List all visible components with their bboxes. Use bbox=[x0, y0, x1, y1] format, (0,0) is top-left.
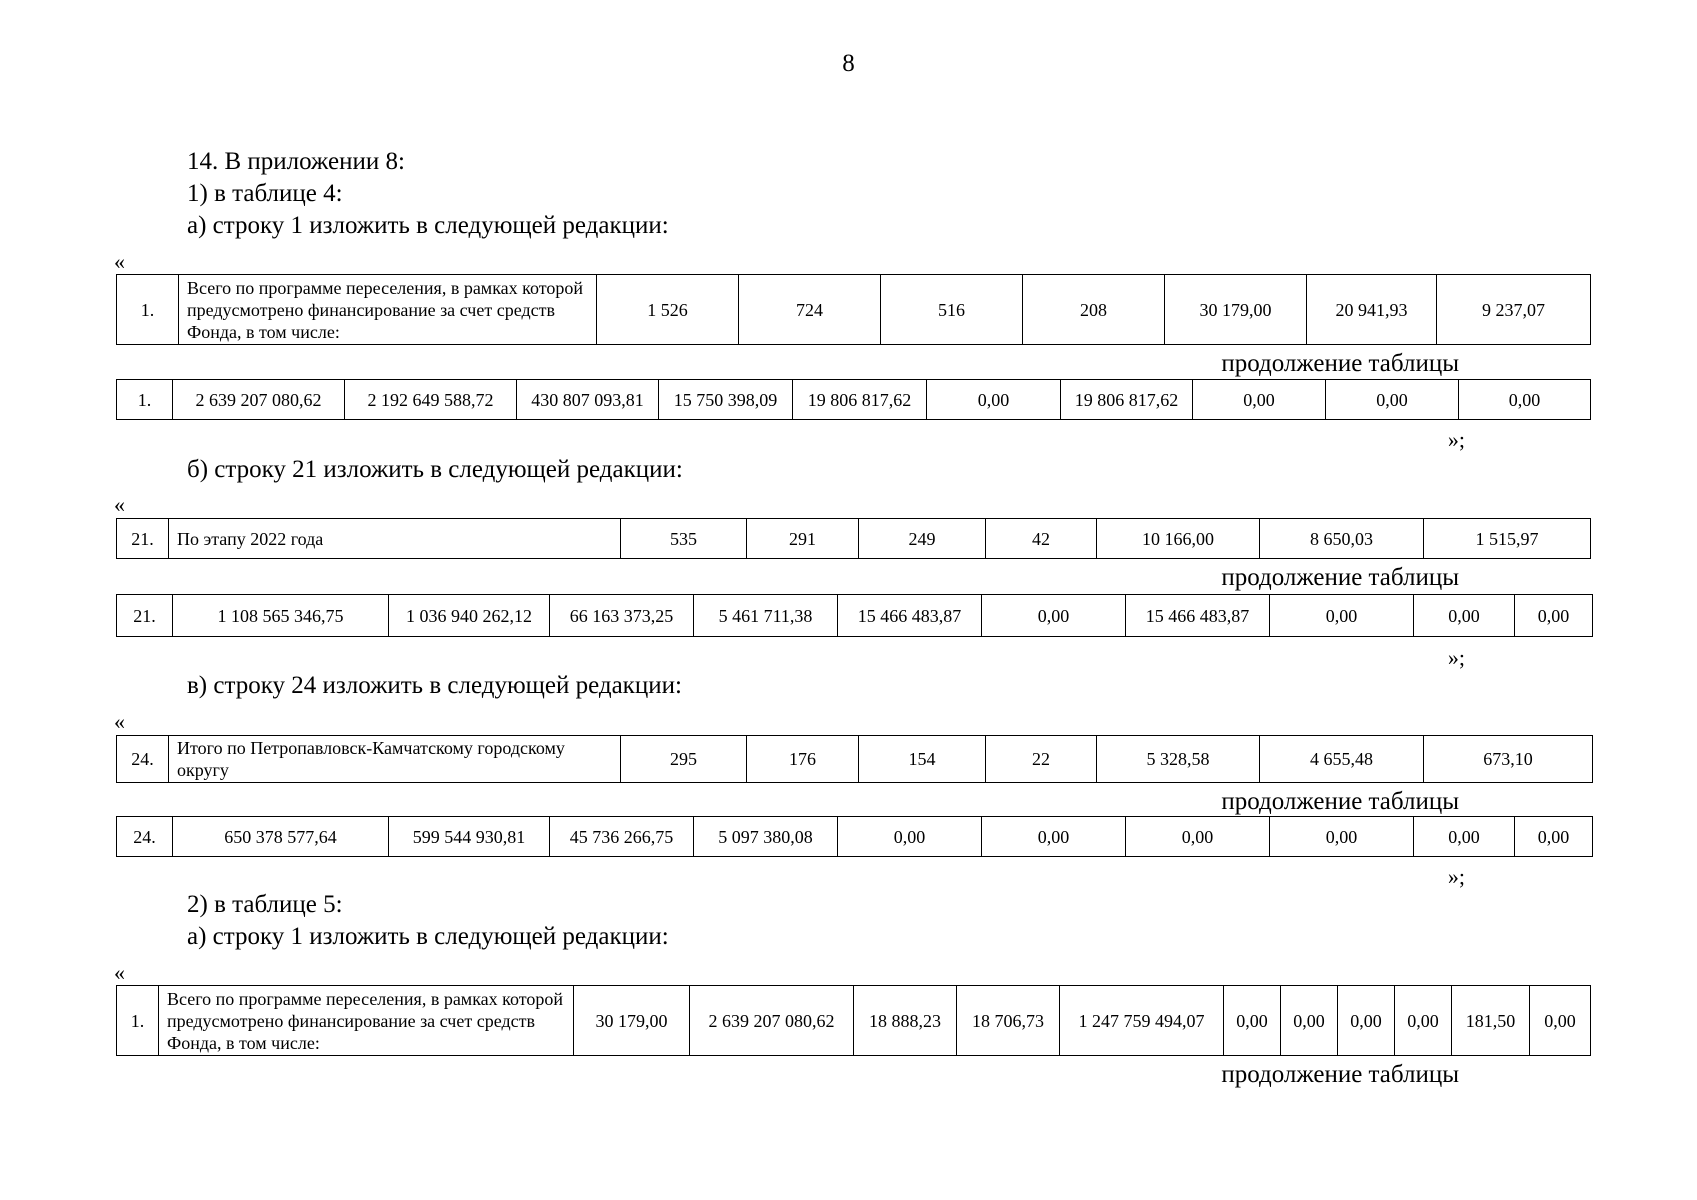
table-cell: 5 461 711,38 bbox=[694, 595, 838, 637]
table-cell: 15 750 398,09 bbox=[659, 380, 793, 420]
table-cell: 8 650,03 bbox=[1260, 519, 1424, 559]
row-title: По этапу 2022 года bbox=[169, 519, 621, 559]
table-cell: 0,00 bbox=[1281, 986, 1338, 1056]
table-cell: 724 bbox=[739, 275, 881, 345]
table-cell: 30 179,00 bbox=[574, 986, 690, 1056]
quote-open: « bbox=[114, 709, 125, 734]
table-row bbox=[117, 275, 1591, 345]
quote-open: « bbox=[114, 960, 125, 985]
table-cell: 0,00 bbox=[1338, 986, 1395, 1056]
table4-row21-part1 bbox=[116, 518, 1591, 559]
table-cell: 0,00 bbox=[927, 380, 1061, 420]
table-cell: 208 bbox=[1023, 275, 1165, 345]
table-cell: 673,10 bbox=[1424, 736, 1593, 783]
row-title: Итого по Петропавловск-Камчатскому городскому округу bbox=[169, 736, 621, 783]
table-cell: 0,00 bbox=[1414, 817, 1515, 857]
table-row bbox=[117, 817, 1593, 857]
table-cell: 154 bbox=[859, 736, 986, 783]
table-cell: 0,00 bbox=[1270, 595, 1414, 637]
table-cell: 181,50 bbox=[1452, 986, 1530, 1056]
table-cell: 291 bbox=[747, 519, 859, 559]
table-row bbox=[117, 595, 1593, 637]
row-number: 21. bbox=[117, 595, 173, 637]
table-cell: 0,00 bbox=[982, 817, 1126, 857]
table-row bbox=[117, 519, 1591, 559]
table-continuation-label: продолжение таблицы bbox=[1221, 350, 1459, 377]
quote-close: »; bbox=[1447, 427, 1465, 452]
table-cell: 516 bbox=[881, 275, 1023, 345]
row-title: Всего по программе переселения, в рамках которой предусмотрено финансирование за счет средств Фонда, в том числе: bbox=[159, 986, 574, 1056]
paragraph-14: 14. В приложении 8: bbox=[187, 148, 405, 175]
table-cell: 30 179,00 bbox=[1165, 275, 1307, 345]
heading-table-5: 2) в таблице 5: bbox=[187, 891, 343, 918]
table-cell: 10 166,00 bbox=[1097, 519, 1260, 559]
table-cell: 535 bbox=[621, 519, 747, 559]
table-cell: 1 036 940 262,12 bbox=[389, 595, 550, 637]
table-continuation-label: продолжение таблицы bbox=[1221, 564, 1459, 591]
page-number: 8 bbox=[842, 50, 855, 77]
table-cell: 18 888,23 bbox=[854, 986, 957, 1056]
table-cell: 1 108 565 346,75 bbox=[173, 595, 389, 637]
heading-table-4: 1) в таблице 4: bbox=[187, 180, 343, 207]
quote-open: « bbox=[114, 492, 125, 517]
table-cell: 0,00 bbox=[1515, 595, 1593, 637]
table-cell: 0,00 bbox=[1224, 986, 1281, 1056]
table-cell: 2 639 207 080,62 bbox=[690, 986, 854, 1056]
row-number: 24. bbox=[117, 817, 173, 857]
table-cell: 19 806 817,62 bbox=[1061, 380, 1193, 420]
table-continuation-label: продолжение таблицы bbox=[1221, 1061, 1459, 1088]
table4-row24-part1 bbox=[116, 735, 1593, 783]
table-cell: 176 bbox=[747, 736, 859, 783]
table-cell: 0,00 bbox=[1270, 817, 1414, 857]
table-cell: 19 806 817,62 bbox=[793, 380, 927, 420]
table-cell: 45 736 266,75 bbox=[550, 817, 694, 857]
row-number: 1. bbox=[117, 380, 173, 420]
table-row bbox=[117, 736, 1593, 783]
table-cell: 0,00 bbox=[1459, 380, 1591, 420]
table-cell: 5 097 380,08 bbox=[694, 817, 838, 857]
table-cell: 430 807 093,81 bbox=[517, 380, 659, 420]
table-cell: 18 706,73 bbox=[957, 986, 1060, 1056]
table-cell: 599 544 930,81 bbox=[389, 817, 550, 857]
heading-row-21: б) строку 21 изложить в следующей редакции: bbox=[187, 456, 683, 483]
table-row bbox=[117, 380, 1591, 420]
heading-table5-row-1: а) строку 1 изложить в следующей редакции: bbox=[187, 923, 669, 950]
table-cell: 249 bbox=[859, 519, 986, 559]
table-cell: 4 655,48 bbox=[1260, 736, 1424, 783]
row-number: 1. bbox=[117, 275, 179, 345]
table-cell: 5 328,58 bbox=[1097, 736, 1260, 783]
table-cell: 295 bbox=[621, 736, 747, 783]
table-cell: 20 941,93 bbox=[1307, 275, 1437, 345]
row-title: Всего по программе переселения, в рамках которой предусмотрено финансирование за счет средств Фонда, в том числе: bbox=[179, 275, 597, 345]
table-cell: 0,00 bbox=[838, 817, 982, 857]
quote-close: »; bbox=[1447, 645, 1465, 670]
quote-open: « bbox=[114, 249, 125, 274]
table4-row21-part2 bbox=[116, 594, 1593, 637]
row-number: 1. bbox=[117, 986, 159, 1056]
table4-row1-part2 bbox=[116, 379, 1591, 420]
table-cell: 0,00 bbox=[1126, 817, 1270, 857]
table4-row24-part2 bbox=[116, 816, 1593, 857]
table-cell: 1 247 759 494,07 bbox=[1060, 986, 1224, 1056]
table-cell: 2 639 207 080,62 bbox=[173, 380, 345, 420]
table-cell: 0,00 bbox=[1193, 380, 1326, 420]
table5-row1-part1 bbox=[116, 985, 1591, 1056]
table-cell: 0,00 bbox=[1414, 595, 1515, 637]
table-cell: 22 bbox=[986, 736, 1097, 783]
table4-row1-part1 bbox=[116, 274, 1591, 345]
table-cell: 1 526 bbox=[597, 275, 739, 345]
table-cell: 42 bbox=[986, 519, 1097, 559]
row-number: 21. bbox=[117, 519, 169, 559]
heading-row-1: а) строку 1 изложить в следующей редакции: bbox=[187, 212, 669, 239]
table-cell: 0,00 bbox=[982, 595, 1126, 637]
table-cell: 15 466 483,87 bbox=[1126, 595, 1270, 637]
table-cell: 0,00 bbox=[1326, 380, 1459, 420]
table-cell: 0,00 bbox=[1530, 986, 1591, 1056]
table-cell: 9 237,07 bbox=[1437, 275, 1591, 345]
table-cell: 15 466 483,87 bbox=[838, 595, 982, 637]
heading-row-24: в) строку 24 изложить в следующей редакции: bbox=[187, 672, 682, 699]
table-row bbox=[117, 986, 1591, 1056]
table-cell: 0,00 bbox=[1395, 986, 1452, 1056]
table-cell: 0,00 bbox=[1515, 817, 1593, 857]
quote-close: »; bbox=[1447, 864, 1465, 889]
table-continuation-label: продолжение таблицы bbox=[1221, 788, 1459, 815]
table-cell: 66 163 373,25 bbox=[550, 595, 694, 637]
row-number: 24. bbox=[117, 736, 169, 783]
table-cell: 650 378 577,64 bbox=[173, 817, 389, 857]
table-cell: 2 192 649 588,72 bbox=[345, 380, 517, 420]
table-cell: 1 515,97 bbox=[1424, 519, 1591, 559]
